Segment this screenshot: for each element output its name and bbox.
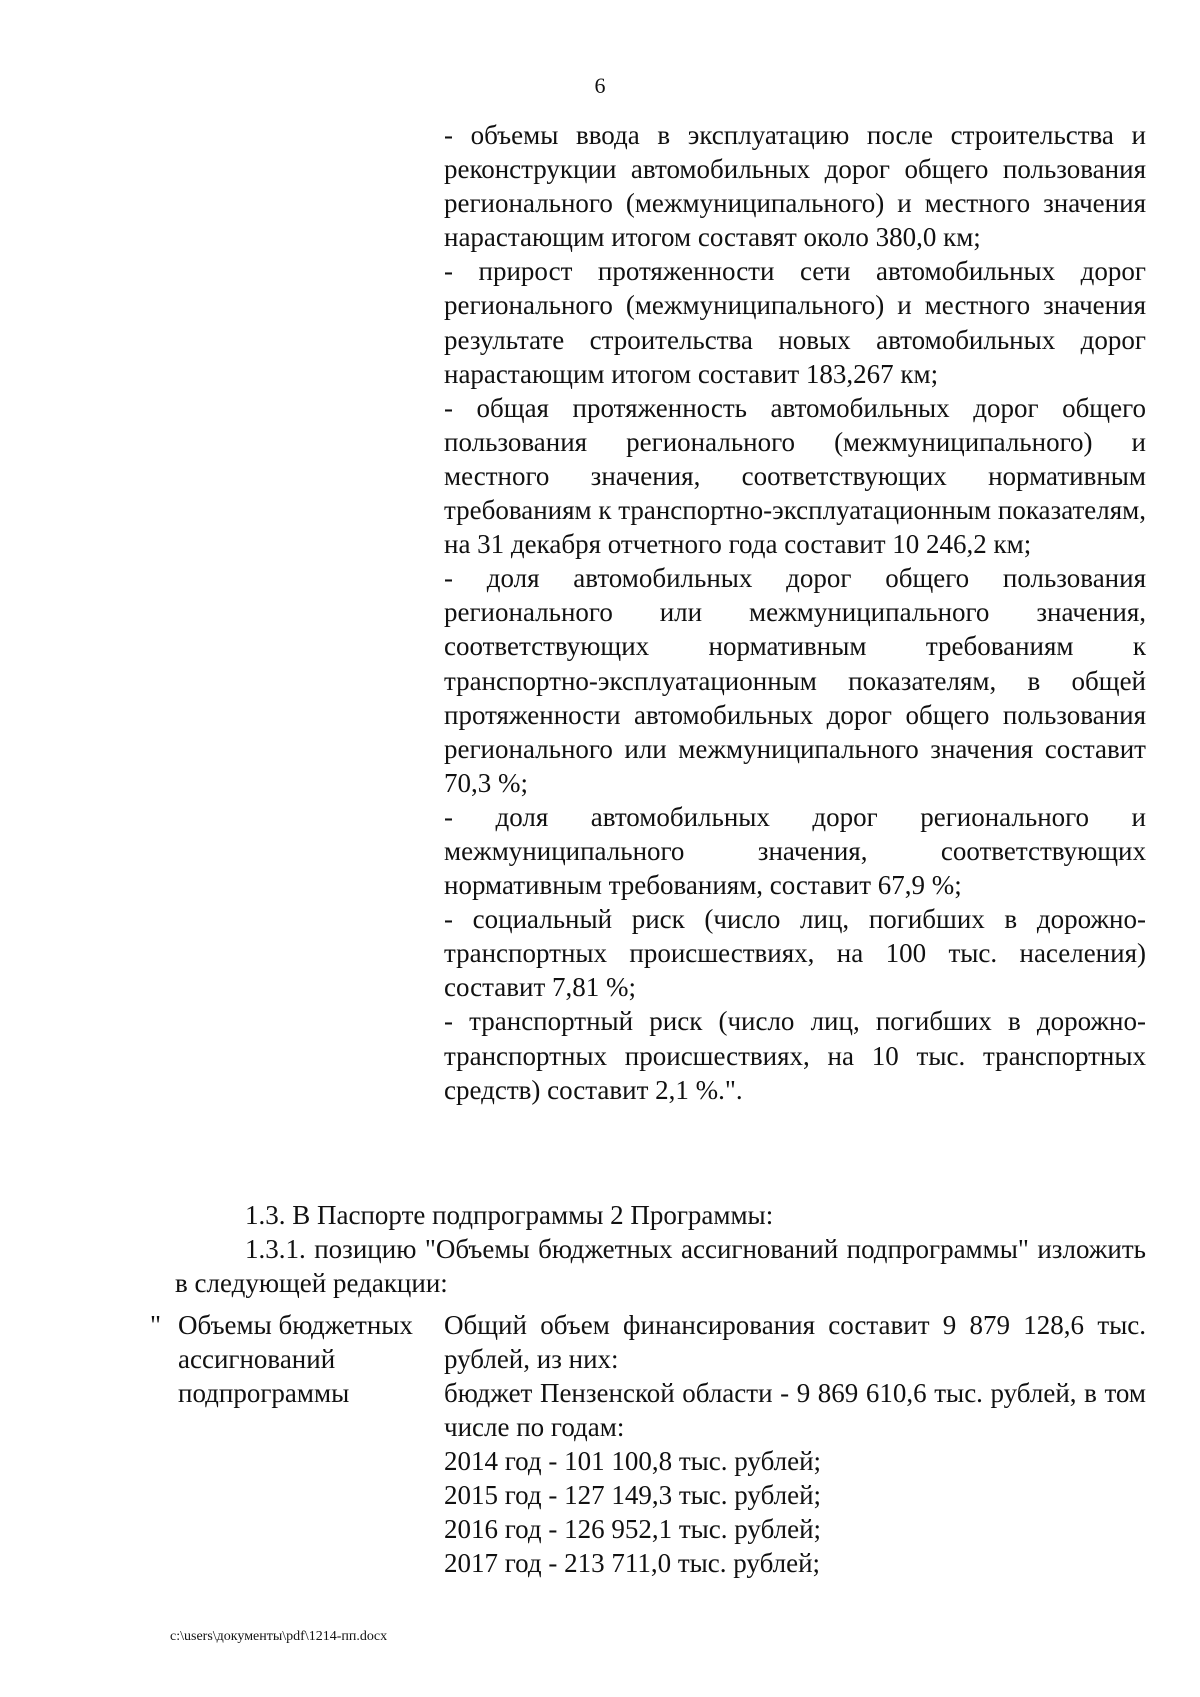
indicator-paragraph: - доля автомобильных дорог общего пользования регионального или межмуниципального значения, соответствующих нормативным требованиям к транспортно-эксплуатационным показателям, в общей протяженности автомобильных дорог общего пользования регионального или межмуниципального значения составит 70,3 %; (444, 563, 1146, 798)
indicator-paragraph: - социальный риск (число лиц, погибших в дорожно-транспортных происшествиях, на 100 тыс. населения) составит 7,81 %; (444, 904, 1146, 1003)
position-title: Объемы бюджетных ассигнований подпрограммы (178, 1310, 413, 1408)
indicator-paragraph: - прирост протяженности сети автомобильных дорог регионального (межмуниципального) и местного значения результате строительства новых автомобильных дорог нарастающим итогом составит 183,267 км; (444, 256, 1146, 389)
position-value (444, 1308, 1146, 1580)
indicator-paragraph: - объемы ввода в эксплуатацию после строительства и реконструкции автомобильных дорог общего пользования регионального (межмуниципального) и местного значения нарастающим итогом составят около 380,0 км; (444, 120, 1146, 253)
footer-file-path: c:\users\документы\pdf\1214-пп.docx (170, 1629, 388, 1644)
open-quote-mark: " (150, 1310, 162, 1340)
year-line: 2016 год - 126 952,1 тыс. рублей; (444, 1514, 822, 1544)
indicators-list (444, 118, 1146, 1107)
year-line: 2017 год - 213 711,0 тыс. рублей; (444, 1548, 821, 1578)
page-number: 6 (594, 73, 606, 98)
year-line: 2014 год - 101 100,8 тыс. рублей; (444, 1446, 822, 1476)
regional-budget: бюджет Пензенской области - 9 869 610,6 тыс. рублей, в том числе по годам: (444, 1378, 1146, 1442)
year-line: 2015 год - 127 149,3 тыс. рублей; (444, 1480, 822, 1510)
indicator-paragraph: - доля автомобильных дорог регионального и межмуниципального значения, соответствующих нормативным требованиям, составит 67,9 %; (444, 801, 1146, 901)
section-paragraph-1-3-1: 1.3.1. позицию "Объемы бюджетных ассигнований подпрограммы" изложить в следующей редакции: (175, 1234, 1146, 1298)
indicator-paragraph: - транспортный риск (число лиц, погибших в дорожно-транспортных происшествиях, на 10 тыс. транспортных средств) составит 2,1 %.". (444, 1006, 1146, 1105)
total-financing: Общий объем финансирования составит 9 879 128,6 тыс. рублей, из них: (444, 1310, 1146, 1374)
indicator-paragraph: - общая протяженность автомобильных дорог общего пользования регионального (межмуниципального) и местного значения, соответствующих нормативным требованиям к транспортно-эксплуатационным показателям, на 31 декабря отчетного года составит 10 246,2 км; (444, 392, 1146, 560)
section-heading-1-3: 1.3. В Паспорте подпрограммы 2 Программы: (245, 1200, 774, 1230)
